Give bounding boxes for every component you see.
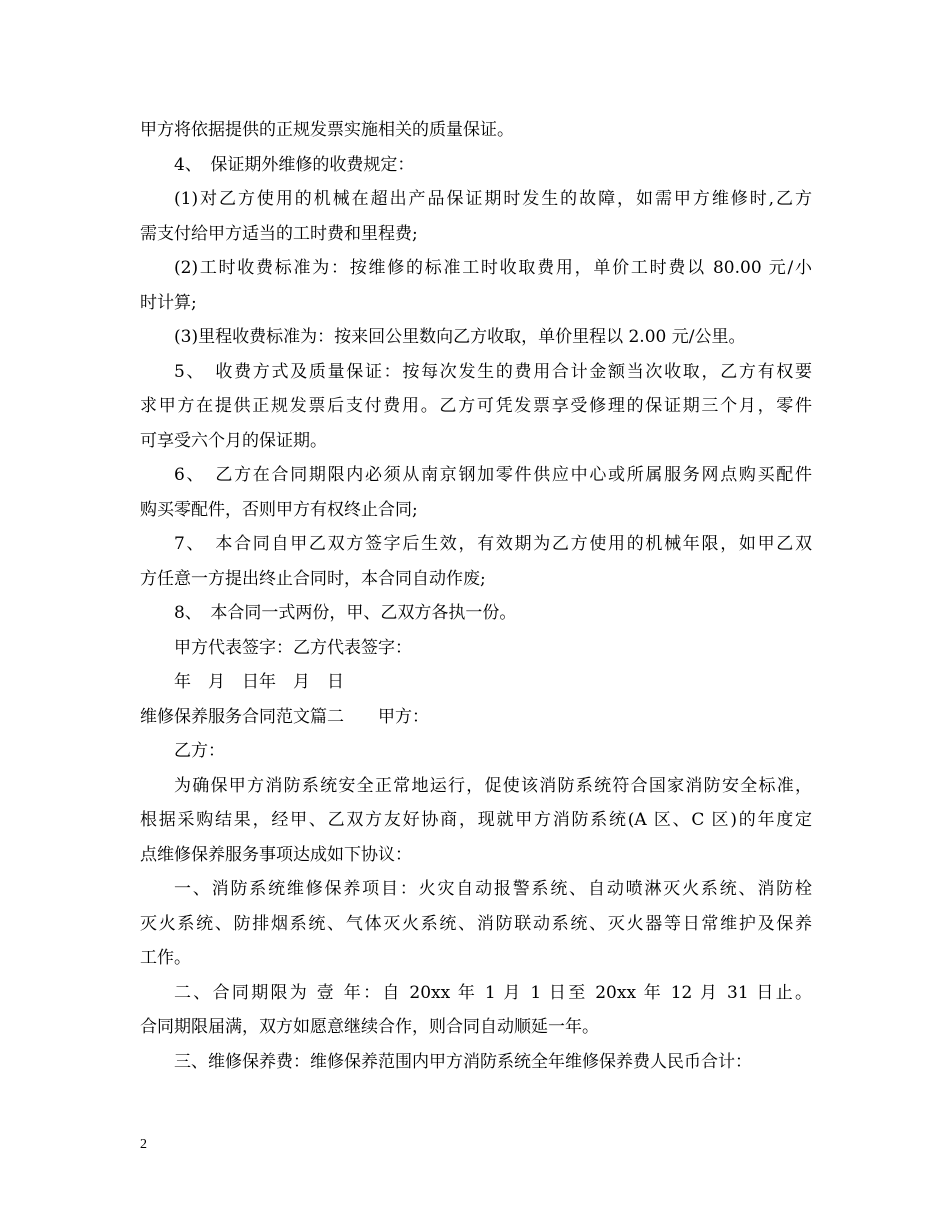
party-b-label: 乙方： xyxy=(174,741,225,761)
signature-line: 甲方代表签字：乙方代表签字： xyxy=(174,637,412,658)
text-line: 需支付给甲方适当的工时费和里程费; xyxy=(140,223,418,244)
text-line: (1)对乙方使用的机械在超出产品保证期时发生的故障，如需甲方维修时,乙方 xyxy=(174,189,812,209)
text-line: 求甲方在提供正规发票后支付费用。乙方可凭发票享受修理的保证期三个月，零件 xyxy=(140,396,812,416)
text-line: (3)里程收费标准为：按来回公里数向乙方收取，单价里程以 2.00 元/公里。 xyxy=(174,327,746,347)
text-line: 购买零配件，否则甲方有权终止合同; xyxy=(140,499,418,520)
text-line: 可享受六个月的保证期。 xyxy=(140,430,327,451)
text-line: 根据采购结果，经甲、乙双方友好协商，现就甲方消防系统(A 区、C 区)的年度定 xyxy=(140,810,812,830)
party-a-label: 甲方： xyxy=(378,706,429,727)
text-line: 三、维修保养费：维修保养范围内甲方消防系统全年维修保养费人民币合计： xyxy=(174,1051,752,1072)
text-line: 工作。 xyxy=(140,948,191,968)
section-title-line xyxy=(140,700,812,735)
text-line: (2)工时收费标准为：按维修的标准工时收取费用，单价工时费以 80.00 元/小 xyxy=(174,258,812,278)
clause-heading: 4、 保证期外维修的收费规定： xyxy=(174,154,415,175)
section-title: 维修保养服务合同范文篇二 xyxy=(140,706,344,727)
clause-text: 7、 本合同自甲乙双方签字后生效，有效期为乙方使用的机械年限，如甲乙双 xyxy=(174,534,812,554)
date-line: 年 月 日年 月 日 xyxy=(174,672,344,692)
text-line: 二、合同期限为 壹 年：自 20xx 年 1 月 1 日至 20xx 年 12 月 31 日止。 xyxy=(174,982,812,1003)
text-line: 合同期限届满，双方如愿意继续合作，则合同自动顺延一年。 xyxy=(140,1017,599,1037)
text-line: 一、消防系统维修保养项目：火灾自动报警系统、自动喷淋灭火系统、消防栓 xyxy=(174,879,812,899)
clause-text: 5、 收费方式及质量保证：按每次发生的费用合计金额当次收取，乙方有权要 xyxy=(174,361,812,382)
text-line: 点维修保养服务事项达成如下协议： xyxy=(140,844,412,865)
text-line: 时计算; xyxy=(140,292,197,313)
text-line: 为确保甲方消防系统安全正常地运行，促使该消防系统符合国家消防安全标准， xyxy=(174,775,812,796)
page-number: 2 xyxy=(140,1137,147,1152)
document-body xyxy=(140,113,812,1079)
clause-text: 6、 乙方在合同期限内必须从南京钢加零件供应中心或所属服务网点购买配件 xyxy=(174,465,812,485)
clause-text: 8、 本合同一式两份，甲、乙双方各执一份。 xyxy=(174,603,517,623)
text-line: 方任意一方提出终止合同时，本合同自动作废; xyxy=(140,568,486,589)
text-line: 甲方将依据提供的正规发票实施相关的质量保证。 xyxy=(140,120,514,140)
text-line: 灭火系统、防排烟系统、气体灭火系统、消防联动系统、灭火器等日常维护及保养 xyxy=(140,913,812,934)
